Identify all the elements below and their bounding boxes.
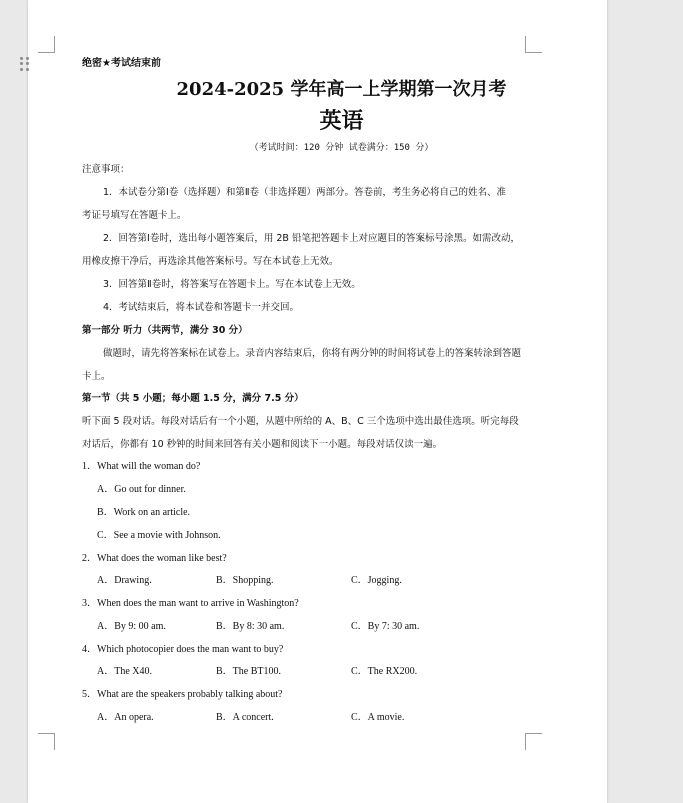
margin-corner-top-right bbox=[525, 36, 542, 53]
question-1: 1．What will the woman do? bbox=[82, 461, 201, 472]
drag-handle-icon[interactable] bbox=[20, 57, 30, 71]
question-5-option-c: C．A movie. bbox=[351, 712, 405, 723]
margin-corner-bottom-right bbox=[525, 733, 542, 750]
margin-corner-bottom-left bbox=[38, 733, 55, 750]
question-5-option-b: B．A concert. bbox=[216, 712, 274, 723]
question-1-option-b: B．Work on an article. bbox=[97, 507, 191, 518]
question-2-option-a: A．Drawing. bbox=[97, 575, 152, 586]
secret-label: 绝密★考试结束前 bbox=[82, 58, 161, 69]
question-2: 2．What does the woman like best? bbox=[82, 553, 227, 564]
question-5-option-a: A．An opera. bbox=[97, 712, 154, 723]
question-3: 3．When does the man want to arrive in Washington? bbox=[82, 598, 299, 609]
page-title: 2024-2025 学年高一上学期第一次月考 bbox=[176, 79, 507, 100]
note-item-2: 2．回答第Ⅰ卷时，选出每小题答案后，用 2B 铅笔把答题卡上对应题目的答案标号涂黑。如需改动， bbox=[103, 233, 520, 244]
question-5: 5．What are the speakers probably talking about? bbox=[82, 689, 283, 700]
part1-instructions-cont: 卡上。 bbox=[82, 371, 111, 382]
question-1-option-c: C．See a movie with Johnson. bbox=[97, 530, 221, 541]
question-2-option-c: C．Jogging. bbox=[351, 575, 402, 586]
question-3-option-b: B．By 8: 30 am. bbox=[216, 621, 285, 632]
question-3-option-a: A．By 9: 00 am. bbox=[97, 621, 166, 632]
question-3-option-c: C．By 7: 30 am. bbox=[351, 621, 420, 632]
section1-instructions-cont: 对话后，你都有 10 秒钟的时间来回答有关小题和阅读下一小题。每段对话仅读一遍。 bbox=[82, 439, 443, 450]
part1-instructions: 做题时，请先将答案标在试卷上。录音内容结束后，你将有两分钟的时间将试卷上的答案转涂到答题 bbox=[103, 348, 522, 359]
exam-info: （考试时间：120 分钟 试卷满分：150 分） bbox=[249, 143, 434, 153]
note-item-3: 3．回答第Ⅱ卷时，将答案写在答题卡上。写在本试卷上无效。 bbox=[103, 279, 361, 290]
note-item-1-cont: 考证号填写在答题卡上。 bbox=[82, 210, 187, 221]
note-item-2-cont: 用橡皮擦干净后，再选涂其他答案标号。写在本试卷上无效。 bbox=[82, 256, 339, 267]
section1-heading: 第一节（共 5 小题；每小题 1.5 分，满分 7.5 分） bbox=[82, 393, 304, 404]
question-4: 4．Which photocopier does the man want to buy? bbox=[82, 644, 284, 655]
question-4-option-b: B．The BT100. bbox=[216, 666, 281, 677]
question-4-option-c: C．The RX200. bbox=[351, 666, 418, 677]
question-4-option-a: A．The X40. bbox=[97, 666, 152, 677]
section1-instructions: 听下面 5 段对话。每段对话后有一个小题，从题中所给的 A、B、C 三个选项中选出最佳选项。听完每段 bbox=[82, 416, 519, 427]
note-item-1: 1．本试卷分第Ⅰ卷（选择题）和第Ⅱ卷（非选择题）两部分。答卷前，考生务必将自己的姓名、准 bbox=[103, 187, 507, 198]
notes-heading: 注意事项： bbox=[82, 164, 130, 175]
note-item-4: 4．考试结束后，将本试卷和答题卡一并交回。 bbox=[103, 302, 300, 313]
part1-heading: 第一部分 听力（共两节，满分 30 分） bbox=[82, 325, 248, 336]
subject-title: 英语 bbox=[319, 109, 364, 134]
question-2-option-b: B．Shopping. bbox=[216, 575, 274, 586]
question-1-option-a: A．Go out for dinner. bbox=[97, 484, 186, 495]
margin-corner-top-left bbox=[38, 36, 55, 53]
